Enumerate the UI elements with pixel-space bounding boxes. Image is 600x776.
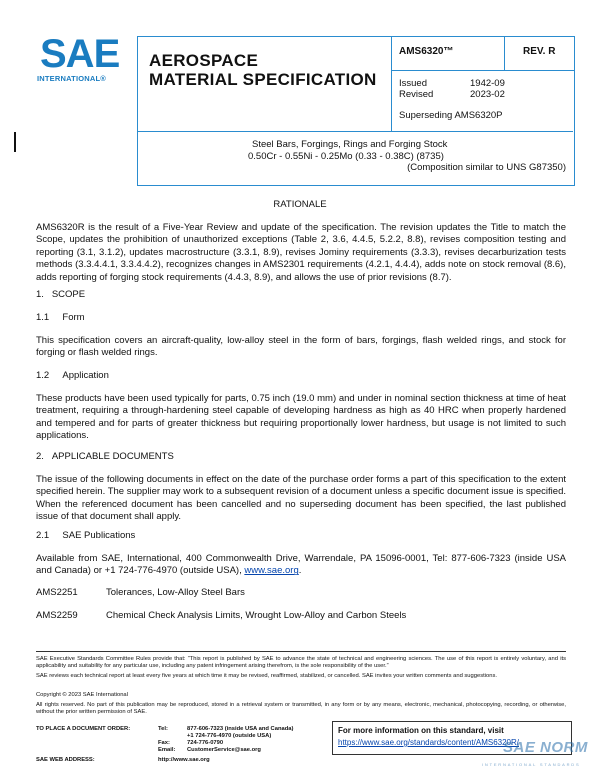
logo-text: SAE	[40, 32, 120, 76]
web-value[interactable]: http://www.sae.org	[158, 757, 210, 763]
reference-title: Tolerances, Low-Alloy Steel Bars	[106, 587, 245, 598]
tel-outside: +1 724-776-4970 (outside USA)	[187, 733, 272, 739]
footer-copyright: Copyright © 2023 SAE International	[36, 692, 128, 698]
rationale-heading: RATIONALE	[273, 199, 327, 210]
header-divider-v	[391, 36, 392, 132]
sae-logo	[37, 34, 121, 84]
subject-line-3: (Composition similar to UNS G87350)	[407, 162, 566, 173]
period: .	[298, 565, 302, 577]
fax-label: Fax:	[158, 740, 170, 746]
reference-row	[36, 587, 78, 599]
reference-row	[36, 610, 78, 622]
subject-line-2: 0.50Cr - 0.55Ni - 0.25Mo (0.33 - 0.38C) (8735)	[248, 150, 444, 162]
header-divider-docno	[391, 70, 574, 71]
more-info-text: For more information on this standard, visit	[338, 726, 504, 735]
tel-inside: 877-606-7323 (inside USA and Canada)	[187, 726, 294, 732]
title-line-2: MATERIAL SPECIFICATION	[149, 70, 377, 89]
header-divider-h	[137, 131, 573, 132]
issued-value: 1942-09	[470, 78, 505, 89]
section-2-heading: 2. APPLICABLE DOCUMENTS	[36, 451, 174, 462]
email-value[interactable]: CustomerService@sae.org	[187, 747, 261, 753]
email-label: Email:	[158, 747, 176, 753]
reference-id: AMS2259	[36, 610, 78, 621]
section-2-1-text	[36, 553, 566, 578]
section-1-2-text: These products have been used typically for parts, 0.75 inch (19.0 mm) and under in nominal section thickness at time of heat treatment, requiring a through-hardening steel capable of developing hardness as high as 40 HRC when properly hardened and tempered and for parts of greater thickness but requiring proportionally lower hardness, but usage is not limited to such applications.	[36, 393, 566, 442]
title-line-1: AEROSPACE	[149, 51, 259, 70]
standard-link[interactable]: https://www.sae.org/standards/content/AMS6320R/	[338, 738, 519, 747]
section-1-2-heading: 1.2 Application	[36, 370, 109, 381]
section-1-1-text: This specification covers an aircraft-quality, low-alloy steel in the form of bars, forgings, flash welded rings, and stock for forging or flash welded rings.	[36, 335, 566, 359]
subject-line-1: Steel Bars, Forgings, Rings and Forging Stock	[252, 139, 448, 150]
section-2-1-heading: 2.1 SAE Publications	[36, 530, 136, 541]
watermark-subtext: INTERNATIONAL STANDARDS	[482, 762, 581, 767]
sae-address: Available from SAE, International, 400 Commonwealth Drive, Warrendale, PA 15096-0001, Tel: 877-606-7323 (inside USA and Canada) or +1 724-776-4970 (outside USA),	[36, 553, 566, 577]
footer-review-note: SAE reviews each technical report at least every five years at which time it may be revised, reaffirmed, stabilized, or cancelled. SAE invites your written comments and suggestions.	[36, 673, 497, 679]
superseding-note: Superseding AMS6320P	[399, 110, 503, 121]
reference-title: Chemical Check Analysis Limits, Wrought Low-Alloy and Carbon Steels	[106, 610, 407, 621]
footer-rule	[36, 651, 566, 652]
doc-type-title	[149, 51, 377, 89]
tel-label: Tel:	[158, 726, 168, 732]
logo-subtext: INTERNATIONAL®	[37, 74, 107, 83]
header-divider-rev	[504, 36, 505, 70]
web-label: SAE WEB ADDRESS:	[36, 757, 95, 763]
footer-rights: All rights reserved. No part of this publication may be reproduced, stored in a retrieval system or transmitted, in any form or by any means, electronic, mechanical, photocopying, recording, or otherwise, without the prior written permission of SAE.	[36, 702, 566, 716]
doc-number: AMS6320™	[399, 46, 454, 57]
watermark: SAE NORM	[503, 739, 588, 756]
page-margin-mark	[14, 132, 16, 152]
order-label: TO PLACE A DOCUMENT ORDER:	[36, 726, 131, 732]
section-1-heading: 1. SCOPE	[36, 289, 86, 300]
revised-label: Revised	[399, 89, 434, 100]
reference-id: AMS2251	[36, 587, 78, 598]
fax-value: 724-776-0790	[187, 740, 224, 746]
revised-value: 2023-02	[470, 89, 505, 100]
issued-label: Issued	[399, 78, 427, 89]
section-2-text: The issue of the following documents in effect on the date of the purchase order forms a part of this specification to the extent specified herein. The supplier may work to a subsequent revision of a document unless a specific document issue is specified. When the referenced document has been cancelled and no superseding document has been specified, the last published issue of that document shall apply.	[36, 474, 566, 523]
section-1-1-heading: 1.1 Form	[36, 312, 85, 323]
rationale-text: AMS6320R is the result of a Five-Year Review and update of the specification. The revision updates the Title to match the Scope, updates the prohibition of unauthorized exceptions (Table 2, 3.6, 4.4.5, 5.2.2, 8.8), revises composition testing and reporting (3.1, 3.1.2), updates macrostructure (3.3.1, 8.9), revises Jominy requirements (3.3.3), revises decarburization tests methods (3.3.4.4.1, 3.3.4.4.2), recognizes changes in AMS2301 requirements (4.2.1, 4.4.4), adds note on stock removal (8.6), adds reporting of forging stock requirements (4.4.3, 8.9), and allows the use of prior revisions (8.7).	[36, 222, 566, 283]
footer-disclaimer: SAE Executive Standards Committee Rules provide that: “This report is published by SAE to advance the state of technical and engineering sciences. The use of this report is entirely voluntary, and its applicability and suitability for any particular use, including any patent infringement arising therefrom, is the sole responsibility of the user.”	[36, 656, 566, 670]
subject-block	[240, 139, 566, 174]
sae-website-link[interactable]: www.sae.org	[244, 565, 299, 577]
revision-label: REV. R	[523, 46, 556, 57]
